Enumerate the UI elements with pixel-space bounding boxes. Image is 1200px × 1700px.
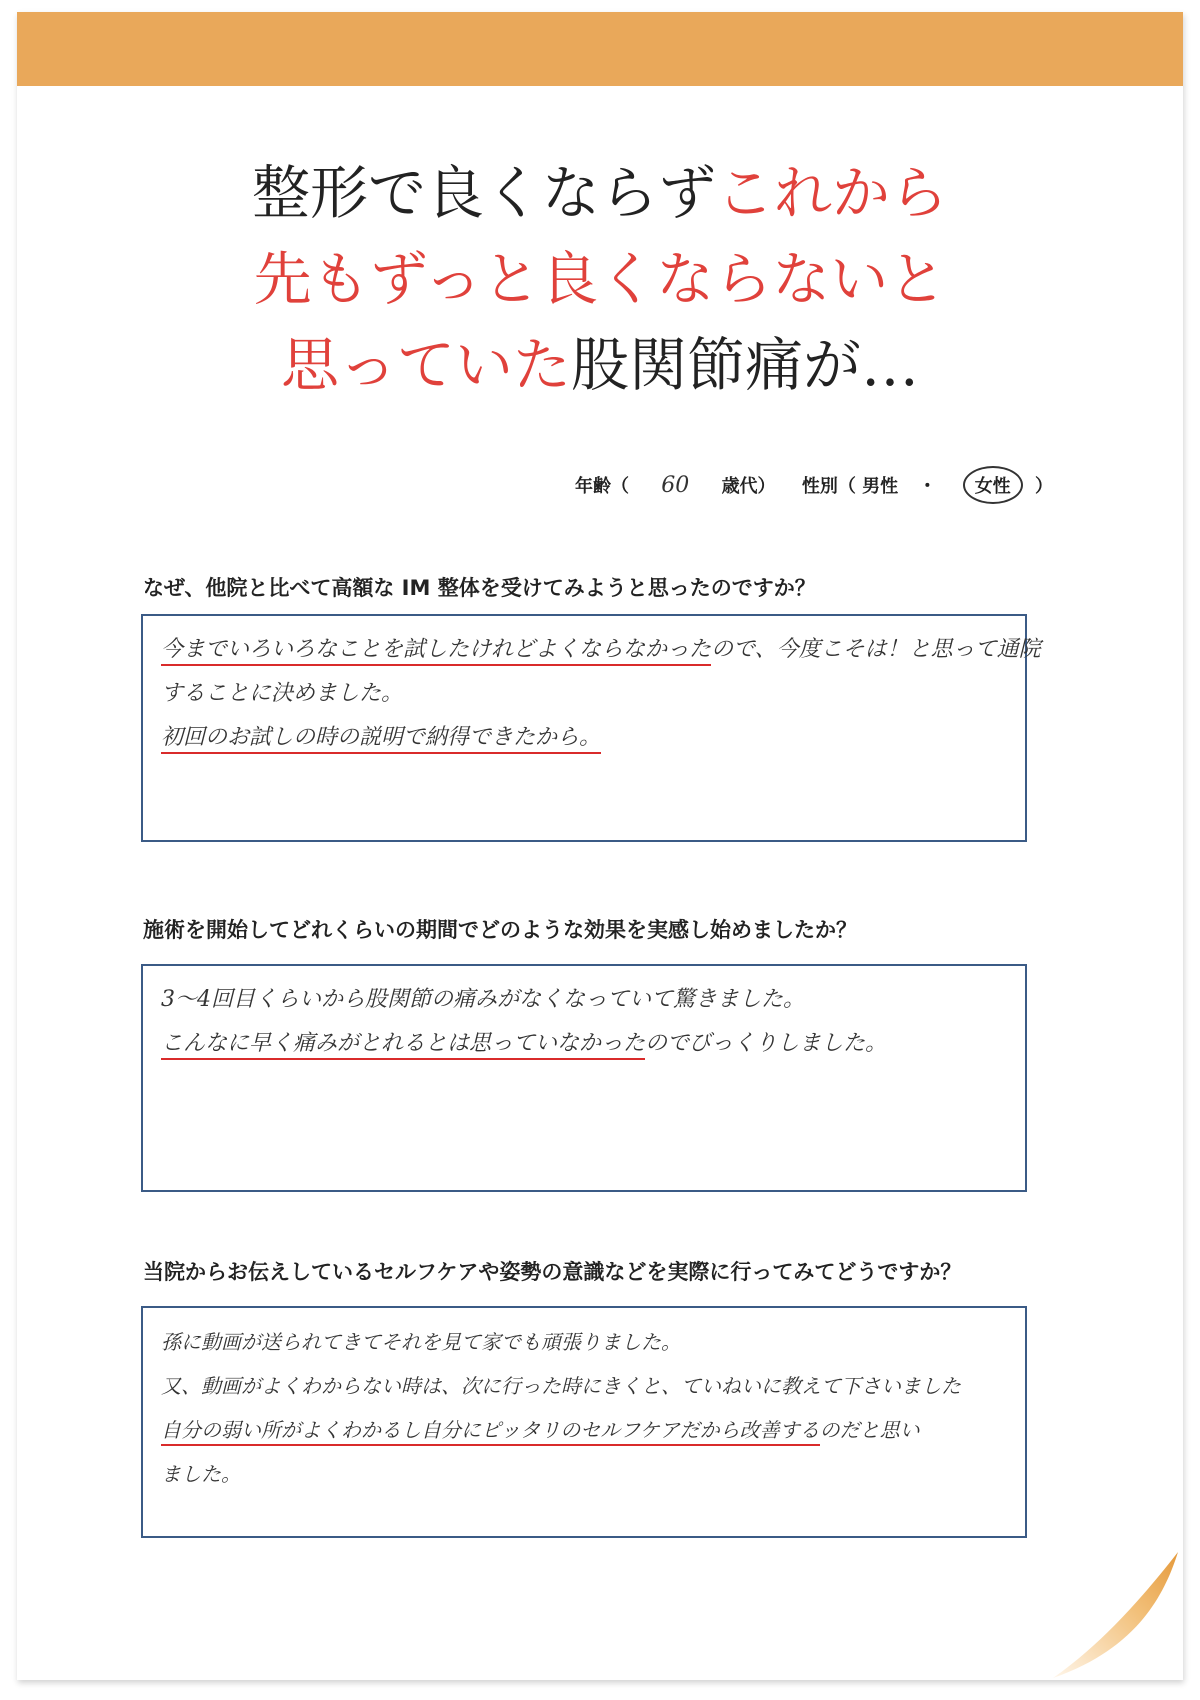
headline-highlight: これから: [716, 159, 949, 227]
underlined-text: 初回のお試しの時の説明で納得できたから。: [161, 725, 601, 754]
headline: [0, 150, 1200, 408]
answer-line: [161, 1364, 1011, 1408]
question-2: 施術を開始してどれくらいの期間でどのような効果を実感し始めましたか？: [143, 918, 857, 942]
answer-text: ました。: [161, 1462, 241, 1486]
headline-line-2: [0, 236, 1200, 322]
answer-text: 孫に動画が送られてきてそれを見て家でも頑張りました。: [161, 1330, 681, 1354]
headline-highlight: 思っていた: [280, 331, 571, 399]
age-value: 60: [661, 473, 690, 498]
age-suffix: 歳代）: [721, 476, 776, 497]
answer-text: ので、今度こそは！と思って通院: [711, 637, 1041, 662]
gender-female-selected: 女性: [963, 466, 1023, 504]
answer-line: [161, 672, 1011, 716]
headline-text: 股関節痛が…: [571, 331, 920, 399]
answer-text: 又、動画がよくわからない時は、次に行った時にきくと、ていねいに教えて下さいました: [161, 1374, 961, 1398]
headline-line-3: [0, 322, 1200, 408]
headline-highlight: 先もずっと良くならないと: [253, 245, 947, 313]
profile-row: [575, 466, 1053, 504]
gender-separator: ・: [918, 476, 937, 497]
gender-close: ）: [1034, 476, 1053, 497]
answer-line: [161, 1408, 1011, 1452]
answer-line: [161, 978, 1011, 1022]
answer-box-1: [141, 614, 1041, 842]
header-band: [17, 12, 1183, 86]
answer-line: [161, 1452, 1011, 1496]
gender-male: 男性: [862, 476, 899, 497]
answer-box-3: [141, 1306, 1027, 1538]
headline-text: 整形で良くならず: [251, 159, 716, 227]
age-label: 年齢（: [575, 476, 629, 497]
gender-label: 性別（: [801, 476, 856, 497]
underlined-text: 自分の弱い所がよくわかるし自分にピッタリのセルフケアだから改善する: [161, 1418, 820, 1446]
answer-text: することに決めました。: [161, 681, 404, 706]
question-3: 当院からお伝えしているセルフケアや姿勢の意識などを実際に行ってみてどうですか？: [143, 1260, 962, 1284]
answer-text: のだと思い: [819, 1418, 920, 1442]
answer-line: [161, 1320, 1011, 1364]
answer-box-2: [141, 964, 1027, 1192]
headline-line-1: [0, 150, 1200, 236]
underlined-text: こんなに早く痛みがとれるとは思っていなかった: [161, 1031, 645, 1060]
question-1: なぜ、他院と比べて高額な IM 整体を受けてみようと思ったのですか？: [143, 576, 816, 600]
answer-line: [161, 716, 1011, 760]
underlined-text: 今までいろいろなことを試したけれどよくならなかった: [161, 637, 711, 666]
answer-text: 3〜4回目くらいから股関節の痛みがなくなっていて驚きました。: [161, 987, 805, 1012]
answer-line: [161, 628, 1041, 672]
answer-line: [161, 1022, 1011, 1066]
answer-text: のでびっくりしました。: [645, 1031, 888, 1056]
page-curl-icon: [1023, 1510, 1183, 1680]
